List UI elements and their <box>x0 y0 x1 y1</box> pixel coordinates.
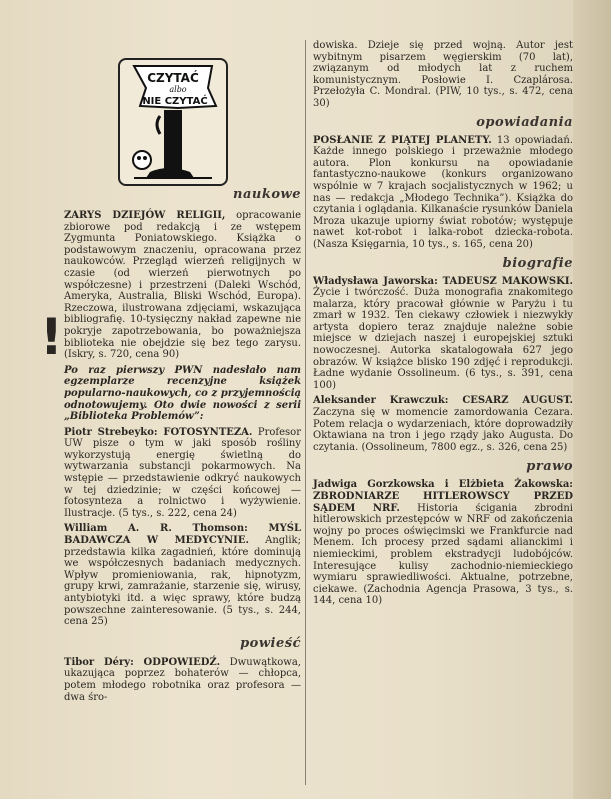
review-dery-continued: dowiska. Dzieje się przed wojną. Autor jest wybitnym pisarzem węgierskim (70 lat), związanym od młodych lat z ruchem komunistycznym. Posłowie I. Czaplárosa. Przełożyła C. Mondral. (PIW, 10 tys., s. 472, cena 30) <box>313 40 573 109</box>
review-dery <box>56 657 301 703</box>
review-author: Piotr Strebeyko: <box>64 426 158 438</box>
review-body: opracowanie zbiorowe pod redakcją i ze wstępem Zygmunta Poniatowskiego. Książka o podstawowym znaczeniu, opracowana przez naukowców. Przegląd wierzeń religijnych w czasie (od wierzeń pierwotnych po współczesne) i przestrzeni (Daleki Wschód, Ameryka, Australia, Bliski Wschód, Europa). Rzeczowa, ilustrowana zdjęciami, wskazująca bibliografię. 10-tysięczny nakład zapewne nie pokryje zapotrzebowania, bo poważniejsza biblioteka nie obejdzie się bez tego zarysu. (Iskry, s. 720, cena 90) <box>64 210 301 361</box>
review-body: Dwuwątkowa, ukazująca poprzez bohaterów — chłopca, potem młodego robotnika oraz profesora — dwa śro- <box>64 656 301 703</box>
right-column <box>313 0 573 607</box>
review-title: ZBRODNIARZE HITLEROWSCY PRZED SĄDEM NRF. <box>313 491 573 514</box>
logo-line-2: albo <box>169 85 187 94</box>
review-author: Władysława Jaworska: <box>313 275 438 287</box>
review-author: Aleksander Krawczuk: <box>313 395 449 407</box>
review-author: Tibor Déry: <box>64 656 134 668</box>
review-title: POSŁANIE Z PIĄTEJ PLANETY. <box>313 134 492 146</box>
review-title: FOTOSYNTEZA. <box>157 426 253 438</box>
left-column <box>56 0 301 703</box>
review-title: ZARYS DZIEJÓW RELIGII, <box>64 210 226 221</box>
pwn-note: Po raz pierwszy PWN nadesłało nam egzemplarze recenzyjne książek popularno-naukowych, co z przyjemnością odnotowujemy. Oto dwie nowości z serii „Biblioteka Problemów”: <box>64 364 301 423</box>
section-heading-naukowe: naukowe <box>233 187 301 202</box>
review-strebeyko <box>56 427 301 520</box>
review-title: MYŚL BADAWCZA W MEDYCYNIE. <box>64 523 301 547</box>
section-heading-biografie: biografie <box>502 255 573 271</box>
review-author: William A. R. Thomson: <box>64 523 248 535</box>
review-title: CESARZ AUGUST. <box>448 395 573 407</box>
review-body: 13 opowiadań. Każde innego polskiego i przeważnie młodego autora. Plon konkursu na opowiadanie fantastyczno-naukowe (konkurs organizowano wspólnie w 7 krajach socjalistycznych w 1962; u nas — redakcja „Młodego Technika”). Książka do czytania i oglądania. Kilkanaście rysunków Daniela Mroza ukazuje upiorny świat robotów; występuje nawet kot-robot i lalka-robot dziecka-robota. (Nasza Księgarnia, 10 tys., s. 165, cena 20) <box>313 134 574 250</box>
column-divider <box>305 40 306 785</box>
review-title: TADEUSZ MAKOWSKI. <box>437 275 574 287</box>
section-heading-prawo: prawo <box>526 459 573 475</box>
exclamation-mark: ! <box>40 308 63 366</box>
logo-line-1: CZYTAĆ <box>147 71 199 85</box>
review-krawczuk <box>313 395 573 453</box>
review-thomson <box>56 523 301 627</box>
page-edge-shadow <box>573 0 611 799</box>
review-body: Profesor UW pisze o tym w jaki sposób rośliny wykorzystują energię świetlną do wytwarzania substancji pokarmowych. Na wstępie — przedstawienie odkryć naukowych w tej dziedzinie; w części końcowej — fotosynteza a rolnictwo i wyżywienie. Ilustracje. (5 tys., s. 222, cena 24) <box>64 426 301 519</box>
review-title: ODPOWIEDŹ. <box>133 656 221 668</box>
review-body: Zaczyna się w momencie zamordowania Cezara. Potem relacja o wydarzeniach, które doprowadziły Oktawiana na tron i jego rządy jako Augusta. Do czytania. (Ossolineum, 7800 egz., s. 326, cena 25) <box>313 407 573 453</box>
review-zarys <box>56 210 301 361</box>
review-jaworska <box>313 276 573 392</box>
review-poslanie <box>313 135 573 251</box>
review-body: Życie i twórczość. Duża monografia znakomitego malarza, który pracował głównie w Paryżu i tu zmarł w 1932. Ten ciekawy człowiek i niezwykły artysta dopiero teraz znajduje należne sobie miejsce w dziejach naszej i europejskiej sztuki nowoczesnej. Autorka skatalogowała 627 jego obrazów. W książce blisko 190 zdjęć i reprodukcji. Ładne wydanie Ossolineum. (6 tys., s. 391, cena 100) <box>313 287 573 391</box>
review-body: Anglik; przedstawia kilka zagadnień, które dominują we współczesnych badaniach medycznych. Wpływ promieniowania, rak, hipnotyzm, grupy krwi, zamrażanie, starzenie się, wirusy, antybiotyki itd. a więc sprawy, które budzą powszechne zainteresowanie. (5 tys., s. 244, cena 25) <box>64 535 301 628</box>
logo-line-3: NIE CZYTAĆ <box>142 96 208 107</box>
review-gorzkowska <box>313 479 573 607</box>
review-author: Jadwiga Gorzkowska i Elżbieta Żakowska: <box>313 479 573 491</box>
section-heading-opowiadania: opowiadania <box>476 114 573 130</box>
review-body: Historia ścigania zbrodni hitlerowskich przestępców w NRF od zakończenia wojny po proces oświęcimski we Frankfurcie nad Menem. Ich procesy przed sądami alianckimi i niemieckimi, problem ekstradycji ludobójców. Interesujące kulisy zachodnio-niemieckiego wymiaru sprawiedliwości. Aktualne, potrzebne, ciekawe. (Zachodnia Agencja Prasowa, 3 tys., s. 144, cena 10) <box>313 502 573 607</box>
section-heading-powiesc: powieść <box>240 635 301 651</box>
